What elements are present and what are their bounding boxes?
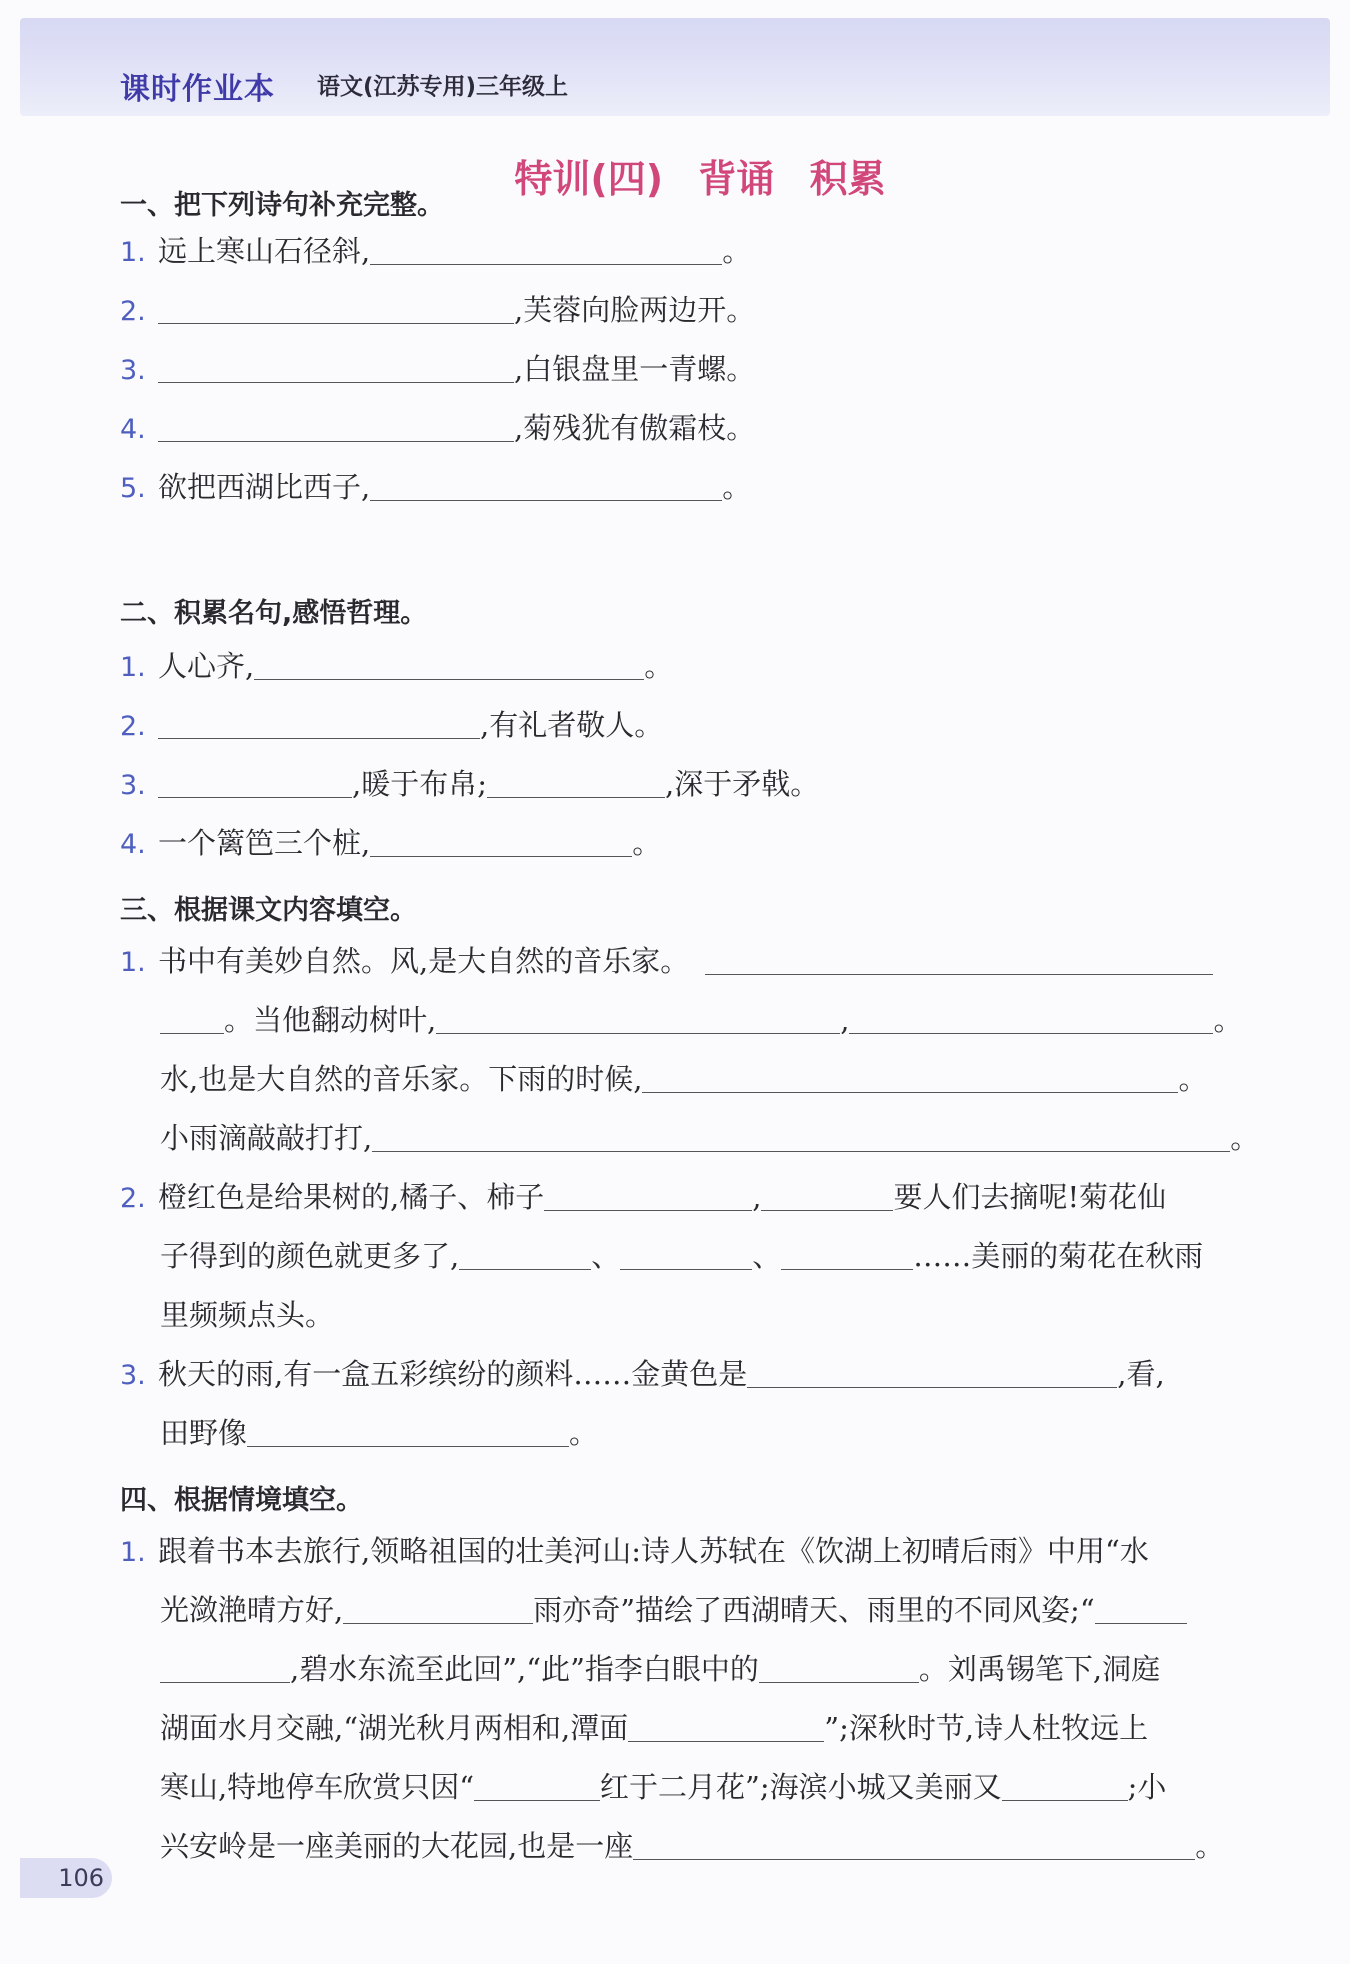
item-text: 远上寒山石径斜, <box>158 234 371 268</box>
item-text: 雨亦奇”描绘了西湖晴天、雨里的不同风姿;“ <box>533 1593 1095 1627</box>
item-text: ”;深秋时节,诗人杜牧远上 <box>824 1711 1149 1745</box>
item-number: 1. <box>120 652 146 683</box>
item-text: 水,也是大自然的音乐家。下雨的时候, <box>160 1062 643 1096</box>
answer-blank[interactable] <box>747 1357 1117 1388</box>
answer-blank[interactable] <box>158 352 514 383</box>
item-text: ,深于矛戟。 <box>665 767 820 801</box>
answer-blank[interactable] <box>705 944 1213 975</box>
answer-blank[interactable] <box>759 1652 919 1683</box>
item-text: ,暖于布帛; <box>352 767 487 801</box>
s4-item-1-line-1 <box>120 1531 1149 1571</box>
item-number: 4. <box>120 829 146 860</box>
item-text: 橙红色是给果树的,橘子、柿子 <box>158 1180 545 1214</box>
section-4-heading: 四、根据情境填空。 <box>120 1485 363 1516</box>
subject-title: 语文(江苏专用)三年级上 <box>317 74 569 100</box>
item-text: ;小 <box>1127 1770 1167 1804</box>
answer-blank[interactable] <box>761 1180 893 1211</box>
answer-blank[interactable] <box>1095 1593 1187 1624</box>
s4-item-1-line-3 <box>160 1649 1160 1689</box>
item-number: 1. <box>120 237 146 268</box>
item-number: 5. <box>120 473 146 504</box>
answer-blank[interactable] <box>160 1652 290 1683</box>
answer-blank[interactable] <box>628 1711 824 1742</box>
answer-blank[interactable] <box>544 1180 752 1211</box>
item-text: ,白银盘里一青螺。 <box>514 352 756 386</box>
answer-blank[interactable] <box>436 1003 840 1034</box>
brand-title: 课时作业本 <box>120 72 275 107</box>
answer-blank[interactable] <box>158 293 514 324</box>
s3-item-3-line-1 <box>120 1354 1165 1394</box>
item-text: 小雨滴敲敲打打, <box>160 1121 373 1155</box>
s3-item-1-line-1 <box>120 941 1213 981</box>
item-text: 红于二月花”;海滨小城又美丽又 <box>600 1770 1002 1804</box>
answer-blank[interactable] <box>370 234 722 265</box>
item-text: 。 <box>569 1416 599 1450</box>
answer-blank[interactable] <box>633 1829 1195 1860</box>
s3-item-2-line-1 <box>120 1177 1166 1217</box>
answer-blank[interactable] <box>254 649 644 680</box>
item-text: 田野像 <box>160 1416 248 1450</box>
page-title: 特训(四) 背诵 积累 <box>514 157 886 201</box>
item-text: 。 <box>632 826 662 860</box>
item-text: 子得到的颜色就更多了, <box>160 1239 460 1273</box>
item-text: 人心齐, <box>158 649 255 683</box>
s4-item-1-line-2 <box>160 1590 1187 1630</box>
item-text: 。 <box>1195 1829 1225 1863</box>
section-1-heading: 一、把下列诗句补充完整。 <box>120 190 444 221</box>
s1-item-5 <box>120 467 751 507</box>
answer-blank[interactable] <box>160 1003 224 1034</box>
answer-blank[interactable] <box>487 767 665 798</box>
item-text: 秋天的雨,有一盒五彩缤纷的颜料……金黄色是 <box>158 1357 748 1391</box>
item-text: 跟着书本去旅行,领略祖国的壮美河山:诗人苏轼在《饮湖上初晴后雨》中用“水 <box>158 1534 1149 1568</box>
item-text: ……美丽的菊花在秋雨 <box>913 1239 1204 1273</box>
item-number: 2. <box>120 1183 146 1214</box>
item-text: 。 <box>644 649 674 683</box>
item-text: 里频频点头。 <box>160 1298 335 1332</box>
answer-blank[interactable] <box>781 1239 913 1270</box>
s3-item-2-line-3 <box>160 1295 334 1335</box>
answer-blank[interactable] <box>247 1416 569 1447</box>
section-3-heading: 三、根据课文内容填空。 <box>120 895 417 926</box>
s3-item-1-line-4 <box>160 1118 1259 1158</box>
item-number: 1. <box>120 1537 146 1568</box>
item-text: , <box>752 1180 762 1214</box>
s4-item-1-line-5 <box>160 1767 1166 1807</box>
answer-blank[interactable] <box>1002 1770 1128 1801</box>
s2-item-4 <box>120 823 661 863</box>
item-text: ,有礼者敬人。 <box>480 708 664 742</box>
item-text: ,看, <box>1117 1357 1165 1391</box>
answer-blank[interactable] <box>158 708 480 739</box>
item-number: 1. <box>120 947 146 978</box>
s1-item-1 <box>120 231 751 271</box>
answer-blank[interactable] <box>642 1062 1178 1093</box>
s4-item-1-line-4 <box>160 1708 1148 1748</box>
s3-item-3-line-2 <box>160 1413 598 1453</box>
item-text: 兴安岭是一座美丽的大花园,也是一座 <box>160 1829 634 1863</box>
item-text: 光潋滟晴方好, <box>160 1593 344 1627</box>
item-number: 2. <box>120 296 146 327</box>
item-text: 。 <box>722 234 752 268</box>
item-text: 、 <box>752 1239 782 1273</box>
item-text: 要人们去摘呢!菊花仙 <box>893 1180 1167 1214</box>
s2-item-3 <box>120 764 819 804</box>
item-text: 寒山,特地停车欣赏只因“ <box>160 1770 475 1804</box>
answer-blank[interactable] <box>620 1239 752 1270</box>
item-text: 、 <box>591 1239 621 1273</box>
item-text: 。当他翻动树叶, <box>224 1003 437 1037</box>
answer-blank[interactable] <box>370 826 632 857</box>
item-number: 3. <box>120 1360 146 1391</box>
item-text: ,菊残犹有傲霜枝。 <box>514 411 756 445</box>
s3-item-1-line-2 <box>160 1000 1242 1040</box>
answer-blank[interactable] <box>474 1770 600 1801</box>
answer-blank[interactable] <box>372 1121 1230 1152</box>
item-text: 湖面水月交融,“湖光秋月两相和,潭面 <box>160 1711 629 1745</box>
item-text: 。 <box>1178 1062 1208 1096</box>
item-text: ,碧水东流至此回”,“此”指李白眼中的 <box>290 1652 759 1686</box>
answer-blank[interactable] <box>370 470 722 501</box>
item-text: 。 <box>1213 1003 1243 1037</box>
item-number: 4. <box>120 414 146 445</box>
answer-blank[interactable] <box>343 1593 533 1624</box>
answer-blank[interactable] <box>849 1003 1213 1034</box>
s1-item-3 <box>120 349 755 389</box>
s4-item-1-line-6 <box>160 1826 1224 1866</box>
s1-item-4 <box>120 408 755 448</box>
s2-item-1 <box>120 646 673 686</box>
item-text: ,芙蓉向脸两边开。 <box>514 293 756 327</box>
item-text: 一个篱笆三个桩, <box>158 826 371 860</box>
section-2-heading: 二、积累名句,感悟哲理。 <box>120 598 428 629</box>
item-text: 。 <box>722 470 752 504</box>
s3-item-1-line-3 <box>160 1059 1207 1099</box>
answer-blank[interactable] <box>158 411 514 442</box>
s3-item-2-line-2 <box>160 1236 1203 1276</box>
item-number: 3. <box>120 770 146 801</box>
item-number: 3. <box>120 355 146 386</box>
item-number: 2. <box>120 711 146 742</box>
s2-item-2 <box>120 705 663 745</box>
item-text: 欲把西湖比西子, <box>158 470 371 504</box>
page-number: 106 <box>20 1858 112 1898</box>
item-text: 书中有美妙自然。风,是大自然的音乐家。 <box>158 944 690 978</box>
item-text: 。 <box>1230 1121 1260 1155</box>
item-text: , <box>840 1003 850 1037</box>
item-text: 。刘禹锡笔下,洞庭 <box>918 1652 1161 1686</box>
answer-blank[interactable] <box>459 1239 591 1270</box>
answer-blank[interactable] <box>158 767 352 798</box>
s1-item-2 <box>120 290 755 330</box>
